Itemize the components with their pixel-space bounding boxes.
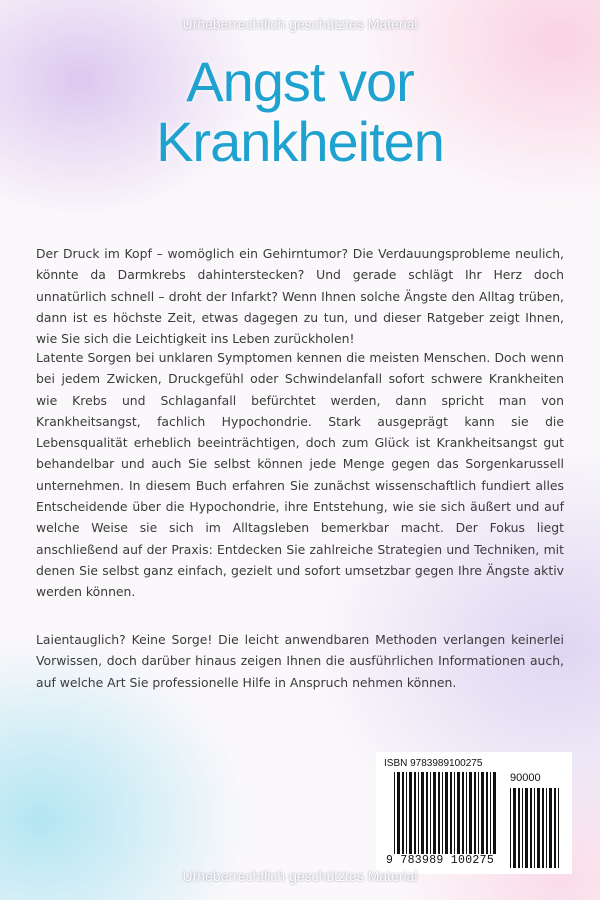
barcode-bar (510, 788, 511, 868)
barcode-bar (397, 772, 400, 854)
barcode-bar (433, 772, 436, 854)
barcode-bar (457, 772, 460, 854)
barcode-bar (546, 788, 547, 868)
barcode-bar (462, 772, 464, 854)
barcode-bar (454, 772, 455, 854)
barcode-bar (490, 772, 491, 854)
barcode-bar (409, 772, 412, 854)
barcode-bar (426, 772, 428, 854)
barcode-block (376, 752, 572, 874)
barcode-bar (518, 788, 520, 868)
barcode-bar (525, 788, 528, 868)
barcode-bar (414, 772, 416, 854)
barcode-addon-number: 90000 (510, 772, 541, 784)
barcode-bar (474, 772, 476, 854)
barcode-bar (442, 772, 443, 854)
blurb-paragraph-3: Laientauglich? Keine Sorge! Die leicht anwendbaren Methoden verlangen keinerlei Vorwissen, doch darüber hinaus zeigen Ihnen die ausführlichen Informationen auch, auf welche Art Sie professionelle Hilfe in Anspruch nehmen können. (36, 632, 564, 690)
book-title-line-1: Angst vor (186, 50, 414, 113)
barcode-bar (406, 772, 407, 854)
barcode-bar (537, 788, 540, 868)
barcode-bar (478, 772, 479, 854)
barcode-bar (466, 772, 467, 854)
barcode-bar (469, 772, 472, 854)
barcode-bar (450, 772, 452, 854)
barcode-bar (513, 788, 516, 868)
barcode-bar (486, 772, 488, 854)
barcode-bar (554, 788, 556, 868)
barcode-bar (522, 788, 523, 868)
barcode-bar (445, 772, 448, 854)
barcode-bar (534, 788, 535, 868)
book-title-line-2: Krankheiten (156, 110, 444, 173)
barcode-bar (530, 788, 532, 868)
blurb-paragraph-2: Latente Sorgen bei unklaren Symptomen kennen die meisten Menschen. Doch wenn bei jedem Zwicken, Druckgefühl oder Schwindelanfall sofort schwere Krankheiten wie Krebs und Schlaganfall befürchtet werden, dann spricht man von Krankheitsangst, fachlich Hypochondrie. Stark ausgeprägt kann sie die Lebensqualität erheblich beeinträchtigen, doch zum Glück ist Krankheitsangst gut behandelbar und auch Sie selbst können jede Menge gegen das Sorgenkarussell unternehmen. In diesem Buch erfahren Sie zunächst wissenschaftlich fundiert alles Entscheidende über die Hypochondrie, ihre Entstehung, wie sie sich äußert und auf welche Weise sie sich im Alltagsleben bemerkbar macht. Der Fokus liegt anschließend auf der Praxis: Entdecken Sie zahlreiche Strategien und Techniken, mit denen Sie selbst ganz einfach, gezielt und sofort umsetzbar gegen Ihre Ängste aktiv werden können. (36, 350, 564, 600)
isbn-label: ISBN 9783989100275 (384, 758, 483, 769)
barcode-bar (394, 772, 395, 854)
barcode-bar (402, 772, 404, 854)
watermark-top: Urheberrechtlich geschütztes Material (182, 16, 418, 32)
barcode-bar (421, 772, 424, 854)
barcode-bar (430, 772, 431, 854)
barcode-bar (438, 772, 440, 854)
blurb-paragraph-1: Der Druck im Kopf – womöglich ein Gehirntumor? Die Verdauungsprobleme neulich, könnte da Darmkrebs dahinterstecken? Und gerade schlägt Ihr Herz doch unnatürlich schnell – droht der Infarkt? Wenn Ihnen solche Ängste den Alltag trüben, dann ist es höchste Zeit, etwas dagegen zu tun, und dieser Ratgeber zeigt Ihnen, wie Sie sich die Leichtigkeit ins Leben zurückholen! (36, 246, 564, 347)
barcode-bar (493, 772, 496, 854)
barcode-bar (558, 788, 559, 868)
barcode-number: 9 783989 100275 (386, 854, 495, 867)
barcode-bar (542, 788, 544, 868)
barcode-bar (549, 788, 552, 868)
book-title (0, 52, 600, 172)
barcode-bar (481, 772, 484, 854)
watermark-bottom: Urheberrechtlich geschütztes Material (182, 868, 418, 884)
barcode-bar (418, 772, 419, 854)
